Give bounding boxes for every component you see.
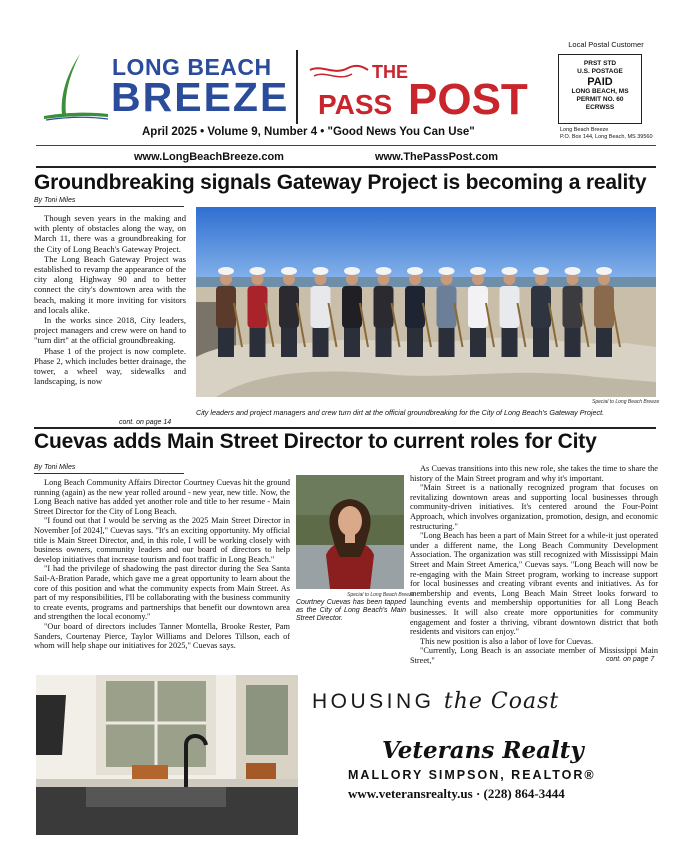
story2-paragraph: "Currently, Long Beach is an associate member of Mississippi Main Street,"	[410, 646, 658, 665]
story2-caption: Courtney Cuevas has been tapped as the City of Long Beach's Main Street Director.	[296, 599, 406, 622]
cuevas-portrait-photo	[296, 475, 404, 589]
passpost-website: www.ThePassPost.com	[375, 151, 499, 163]
story1-caption: City leaders and project managers and crew turn dirt at the official groundbreaking for the City of Long Beach's Gateway Project.	[196, 408, 605, 417]
groundbreaking-photo	[196, 207, 656, 397]
story2-continued: cont. on page 7	[606, 656, 655, 663]
ad-the-coast: the Coast	[443, 689, 560, 714]
story1-headline: Groundbreaking signals Gateway Project is becoming a reality	[34, 171, 647, 194]
passpost-post: POST	[408, 75, 528, 120]
story2-paragraph: "Main Street is a nationally recognized program that focuses on revitalizing downtown areas and supporting local businesses through community-driven initiatives. It's centered around the Four-Point Approach, which involves organization, promotion, design, and economic restructuring."	[410, 483, 658, 531]
ad-housing: HOUSING	[312, 690, 435, 713]
pass-post-logo	[304, 52, 544, 120]
breeze-title-line2: BREEZE	[111, 74, 290, 120]
story2-paragraph: This new position is also a labor of love for Cuevas.	[420, 636, 594, 646]
section-rule	[34, 427, 656, 429]
postal-paid: PAID	[587, 76, 613, 88]
ad-headline	[312, 689, 656, 714]
story2-photo-credit: Special to Long Beach Breeze	[347, 592, 415, 598]
postal-line: PERMIT NO. 60	[576, 96, 624, 103]
site-rule	[36, 166, 656, 168]
story2-paragraph: "I found out that I would be serving as the 2025 Main Street Director in November [of 2024]," Cuevas says. "It's an exciting opportunity. My official title is Main Street Director, and, in this role, I will be working closely with business owners, community leaders and our board of directors to help develop initiatives that increase tourism and foot traffic in Long Beach."	[34, 516, 290, 564]
masthead-divider	[296, 50, 298, 124]
postal-indicia	[558, 54, 642, 124]
story1-byline: By Toni Miles	[34, 197, 76, 204]
postal-caption: Local Postal Customer	[568, 40, 644, 49]
veterans-realty-ad[interactable]	[36, 675, 656, 835]
postal-line: U.S. POSTAGE	[577, 68, 623, 75]
breeze-title-line1: LONG BEACH	[112, 54, 272, 80]
story2-paragraph: "I had the privilege of shadowing the past director during the Sea Santa Sail-A-Bration Parade, which gave me a great opportunity to learn about the core of this position and what the community expects from Main Street. As part of my responsibilities, I'll be collaborating with the business community to create events, programs and partnerships that benefit our downtown area and strengthen the local economy."	[34, 564, 290, 622]
breeze-website: www.LongBeachBreeze.com	[134, 151, 284, 163]
story2-paragraph: Long Beach Community Affairs Director Courtney Cuevas hit the ground running (again) as the new year rolled around - new year, new title. Now, the Long Beach native has added yet another role and title to her resume - Main Street Director for the City of Long Beach.	[34, 478, 290, 516]
story2-headline: Cuevas adds Main Street Director to current roles for City	[34, 430, 597, 453]
story2-paragraph: As Cuevas transitions into this new role, she takes the time to share the history of the Main Street program and why it's important.	[410, 464, 658, 483]
story2-byline-rule	[34, 473, 184, 474]
kitchen-photo	[36, 675, 298, 835]
story1-paragraph: Phase 1 of the project is now complete. Phase 2, which includes better drainage, the tower, a wheel way, sidewalks and landscaping, is now	[34, 345, 186, 387]
story2-paragraph: "Our board of directors includes Tanner Montella, Brooke Rester, Pam Sanders, Courtenay Pierce, Taylor Williams and Delores Tillson, each of whom will help shape our initiatives for 2025," Cuevas says.	[34, 621, 290, 651]
story1-photo-credit: Special to Long Beach Breeze	[592, 399, 660, 405]
ad-company-name: Veterans Realty	[382, 737, 584, 764]
breeze-sail-logo-icon	[40, 50, 110, 122]
story2-byline: By Toni Miles	[34, 464, 76, 471]
story2-body-left	[34, 478, 290, 651]
issue-line: April 2025 • Volume 9, Number 4 • "Good News You Can Use"	[142, 126, 475, 138]
breeze-address-line: P.O. Box 144, Long Beach, MS 39560	[560, 134, 653, 140]
postal-line: PRST STD	[583, 60, 617, 67]
story1-paragraph: Though seven years in the making and with plenty of obstacles along the way, on March 11, there was a groundbreaking for the City of Long Beach's Gateway Project.	[34, 213, 186, 254]
issue-rule	[36, 145, 656, 146]
story1-paragraph: In the works since 2018, City leaders, project managers and crew were on hand to "turn dirt" at the official groundbreaking.	[34, 315, 186, 346]
story1-continued: cont. on page 14	[119, 419, 172, 426]
story2-paragraph: "Long Beach has been a part of Main Street for a while-it just operated under a different name, the Long Beach Community Development Association. The organization was still recognized with Mississippi Main Street and Main Street America," Cuevas says. "Long Beach will now be re-engaging with the Main Street program, working to increase support for local businesses and creating vibrant events and initiatives. As for membership and events, Long Beach Main Street looks forward to launching events and membership opportunities for all Long Beach businesses. It will also create more opportunities for community engagement and foster a thriving, vibrant downtown district that both residents and visitors can enjoy."	[410, 531, 658, 637]
story1-byline-rule	[34, 206, 184, 207]
passpost-the: THE	[372, 62, 408, 82]
ad-contact-link[interactable]: www.veteransrealty.us · (228) 864-3444	[348, 786, 565, 801]
story1-body	[34, 213, 186, 403]
passpost-pass: PASS	[318, 89, 393, 120]
story1-paragraph: The Long Beach Gateway Project was established to revamp the appearance of the city along Highway 90 and to better connect the city's downtown area with the beach, making it more inviting for visitors and locals alike.	[34, 253, 186, 315]
story2-body-right	[410, 464, 658, 665]
masthead	[0, 0, 691, 163]
postal-line: ECRWSS	[585, 104, 615, 111]
postal-line: LONG BEACH, MS	[571, 88, 629, 95]
ad-agent-name: MALLORY SIMPSON, REALTOR®	[348, 768, 596, 782]
breeze-address-line: Long Beach Breeze	[560, 127, 609, 133]
